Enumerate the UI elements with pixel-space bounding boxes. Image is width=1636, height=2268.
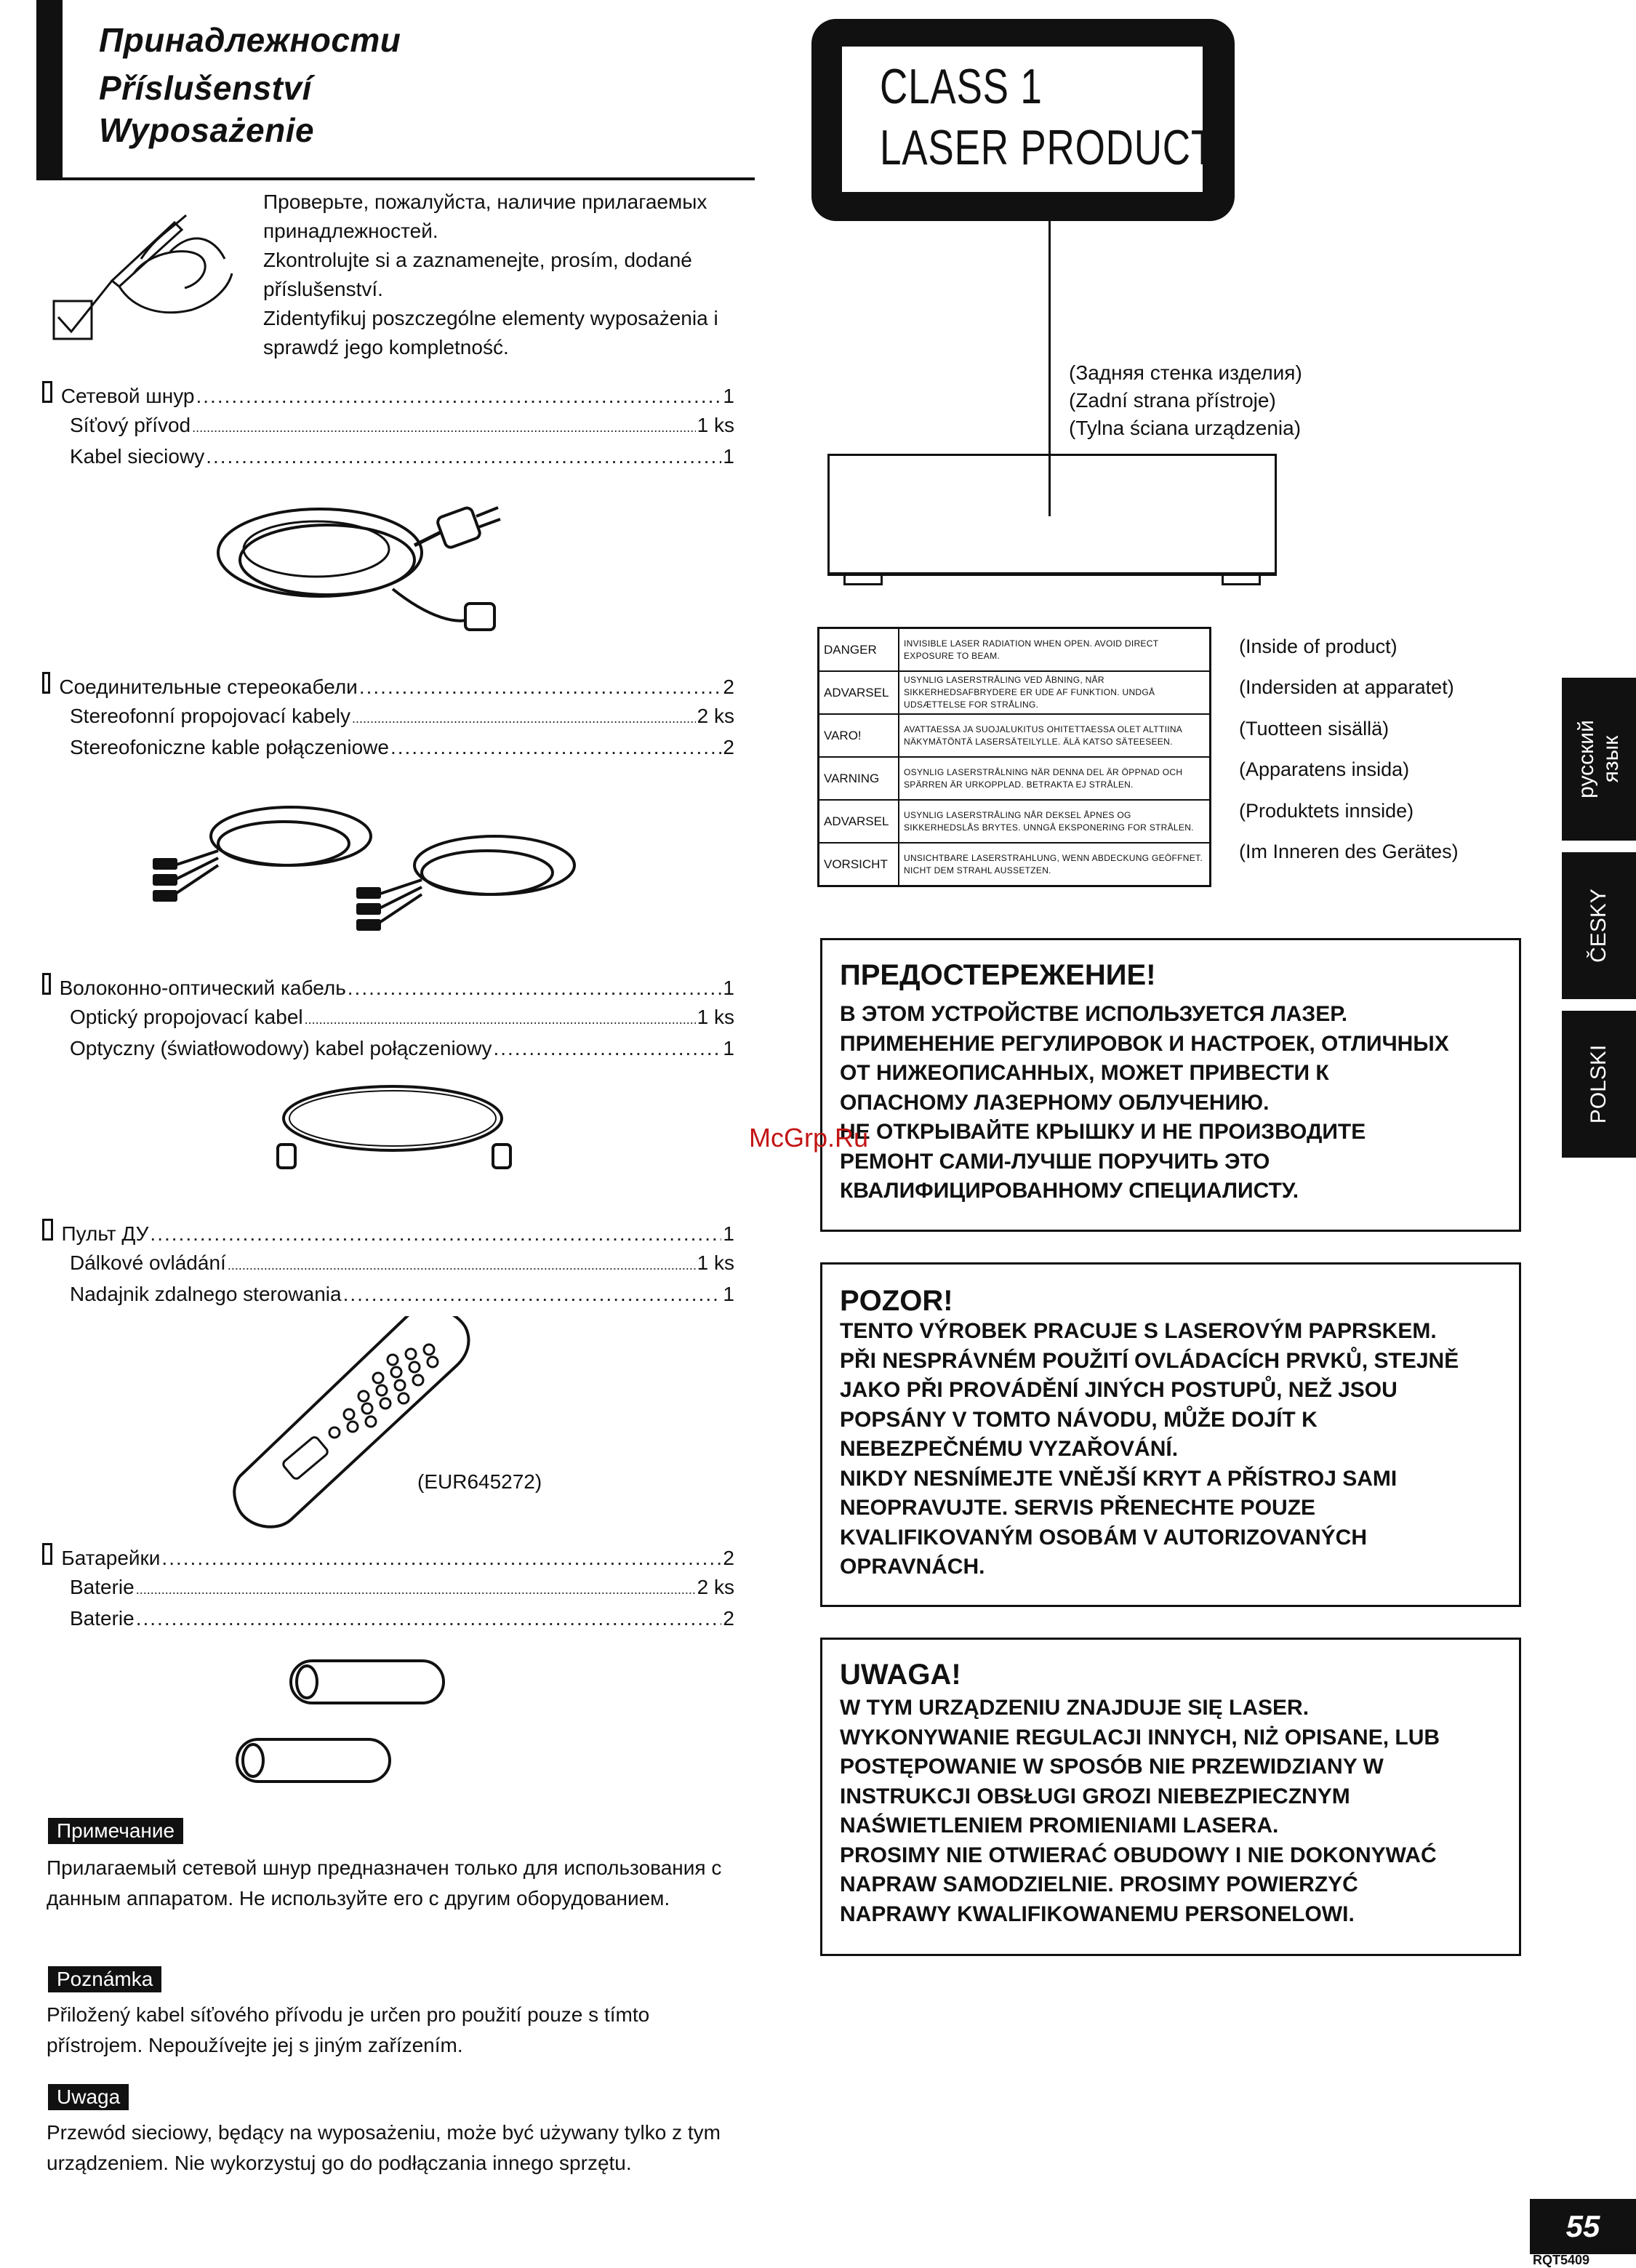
warning-text: USYNLIG LASERSTRÅLING VED ÅBNING, NÅR SIKKERHEDSAFBRYDERE ER UDE AF FUNKTION. UNDGÅ UDSÆTTELSE FOR STRÅLING.	[899, 671, 1211, 714]
device-foot-right	[1222, 573, 1261, 585]
caution-line: PŘI NESPRÁVNÉM POUŽITÍ OVLÁDACÍCH PRVKŮ, STEJNĚ	[840, 1348, 1459, 1373]
caution-line: NAPRAW SAMODZIELNIE. PROSIMY POWIERZYĆ	[840, 1872, 1358, 1896]
table-row	[819, 800, 1211, 843]
note-text-pl: Przewód sieciowy, będący na wyposażeniu, może być używany tylko z tym urządzeniem. Nie wykorzystuj go do podłączania innego sprzętu.	[47, 2121, 721, 2174]
item-label-pl: Baterie	[70, 1607, 135, 1630]
warning-key: ADVARSEL	[819, 800, 899, 843]
item-label-pl: Nadajnik zdalnego sterowania	[70, 1283, 342, 1305]
tab-russian-line1: русский	[1574, 720, 1598, 798]
device-rear-outline	[827, 454, 1277, 576]
caution-line: NIKDY NESNÍMEJTE VNĚJŠÍ KRYT A PŘÍSTROJ SAMI	[840, 1466, 1398, 1491]
caution-box-cs	[820, 1262, 1521, 1607]
item-label-pl: Optyczny (światłowodowy) kabel połączeniowy	[70, 1037, 492, 1059]
table-row	[819, 628, 1211, 672]
page-title-pl: Wyposażenie	[99, 111, 315, 149]
remote-model-label: (EUR645272)	[417, 1470, 542, 1493]
accessory-stereo-cables	[42, 672, 734, 762]
item-label-cs: Optický propojovací kabel	[70, 1006, 303, 1028]
checkbox[interactable]	[42, 381, 52, 403]
caution-body-ru	[840, 1000, 1509, 1206]
warning-location-en: (Inside of product)	[1239, 636, 1398, 657]
warning-location-sv: (Apparatens insida)	[1239, 758, 1410, 780]
item-qty-ru: 2	[723, 676, 734, 698]
item-qty-pl: 1	[723, 445, 734, 468]
caution-line: PROSIMY NIE OTWIERAĆ OBUDOWY I NIE DOKONYWAĆ	[840, 1843, 1437, 1867]
note-tag-pl: Uwaga	[48, 2084, 129, 2110]
caution-line: В ЭТОМ УСТРОЙСТВЕ ИСПОЛЬЗУЕТСЯ ЛАЗЕР.	[840, 1002, 1348, 1026]
table-row	[819, 757, 1211, 800]
warning-text: INVISIBLE LASER RADIATION WHEN OPEN. AVOID DIRECT EXPOSURE TO BEAM.	[899, 628, 1211, 672]
item-qty-cs: 2 ks	[697, 1576, 734, 1598]
caution-body-cs	[840, 1317, 1509, 1582]
caution-line: НЕ ОТКРЫВАЙТЕ КРЫШКУ И НЕ ПРОИЗВОДИТЕ	[840, 1120, 1366, 1144]
laser-warning-table	[817, 627, 1211, 887]
caution-line: ОТ НИЖЕОПИСАННЫХ, МОЖЕТ ПРИВЕСТИ К	[840, 1061, 1329, 1085]
item-label-ru: Волоконно-оптический кабель	[59, 977, 346, 999]
item-label-ru: Соединительные стереокабели	[59, 676, 358, 698]
warning-location-fi: (Tuotteen sisällä)	[1239, 718, 1390, 740]
item-qty-cs: 2 ks	[697, 705, 734, 727]
caution-line: OPRAVNÁCH.	[840, 1555, 985, 1579]
item-qty-pl: 1	[723, 1037, 734, 1059]
accessory-batteries	[42, 1543, 734, 1633]
checkbox[interactable]	[42, 672, 50, 694]
item-qty-cs: 1 ks	[697, 1251, 734, 1274]
device-foot-left	[843, 573, 883, 585]
note-text-ru: Прилагаемый сетевой шнур предназначен только для использования с данным аппаратом. Не используйте его с другим оборудованием.	[47, 1856, 722, 1910]
header-bar	[36, 0, 63, 179]
stereo-cables-illustration	[145, 785, 640, 945]
tab-polish[interactable]	[1562, 1011, 1636, 1158]
warning-location-da: (Indersiden at apparatet)	[1239, 676, 1454, 698]
warning-text: USYNLIG LASERSTRÅLING NÅR DEKSEL ÅPNES OG SIKKERHEDSLÅS BRYTES. UNNGÅ EKSPONERING FOR STRÅLEN.	[899, 800, 1211, 843]
tab-russian-line2: язык	[1599, 735, 1623, 783]
header-rule	[36, 177, 755, 180]
caution-title-ru: ПРЕДОСТЕРЕЖЕНИЕ!	[840, 959, 1156, 991]
warning-text: AVATTAESSA JA SUOJALUKITUS OHITETTAESSA OLET ALTTIINA NÄKYMÄTÖNTÄ LASERSÄTEILYLLE. ÄLÄ KATSO SÄTEESEEN.	[899, 714, 1211, 757]
item-qty-cs: 1 ks	[697, 414, 734, 436]
item-qty-ru: 1	[723, 977, 734, 999]
caution-line: JAKO PŘI PROVÁDĚNÍ JINÝCH POSTUPŮ, NEŽ JSOU	[840, 1378, 1398, 1402]
caution-body-pl	[840, 1694, 1509, 1929]
page-title-ru: Принадлежности	[99, 21, 401, 59]
remote-control-illustration	[225, 1316, 516, 1534]
tab-polish-label: POLSKI	[1587, 1044, 1611, 1124]
caution-line: W TYM URZĄDZENIU ZNAJDUJE SIĘ LASER.	[840, 1696, 1310, 1720]
table-row	[819, 671, 1211, 714]
back-panel-pl: (Tylna ściana urządzenia)	[1069, 417, 1302, 439]
back-panel-cs: (Zadní strana přístroje)	[1069, 389, 1276, 412]
item-label-cs: Stereofonní propojovací kabely	[70, 705, 351, 727]
document-code: RQT5409	[1533, 2253, 1590, 2267]
checklist-hand-illustration	[47, 201, 236, 353]
caution-line: WYKONYWANIE REGULACJI INNYCH, NIŻ OPISANE, LUB	[840, 1725, 1440, 1750]
checkbox[interactable]	[42, 1219, 53, 1241]
item-label-pl: Kabel sieciowy	[70, 445, 205, 468]
accessory-optical-cable	[42, 973, 734, 1063]
item-qty-ru: 1	[723, 385, 734, 407]
item-qty-pl: 1	[723, 1283, 734, 1305]
accessory-remote-control	[42, 1219, 734, 1309]
item-label-cs: Síťový přívod	[70, 414, 191, 436]
table-row	[819, 714, 1211, 757]
caution-line: NAPRAWY KWALIFIKOWANEMU PERSONELOWI.	[840, 1902, 1355, 1926]
note-tag-cs: Poznámka	[48, 1966, 161, 1992]
caution-line: РЕМОНТ САМИ-ЛУЧШЕ ПОРУЧИТЬ ЭТО	[840, 1149, 1270, 1174]
back-panel-caption	[1069, 359, 1302, 442]
warning-text: UNSICHTBARE LASERSTRAHLUNG, WENN ABDECKUNG GEÖFFNET. NICHT DEM STRAHL AUSSETZEN.	[899, 843, 1211, 886]
watermark: McGrp.Ru	[749, 1123, 869, 1153]
caution-line: NEOPRAVUJTE. SERVIS PŘENECHTE POUZE	[840, 1496, 1316, 1520]
item-label-ru: Пульт ДУ	[61, 1222, 149, 1245]
warning-location-no: (Produktets innside)	[1239, 800, 1414, 822]
checkbox[interactable]	[42, 973, 51, 995]
batteries-illustration	[230, 1651, 462, 1796]
caution-line: TENTO VÝROBEK PRACUJE S LASEROVÝM PAPRSKEM.	[840, 1319, 1437, 1343]
checkbox[interactable]	[42, 1543, 52, 1565]
item-label-ru: Сетевой шнур	[60, 385, 195, 407]
note-tag-ru: Примечание	[48, 1818, 183, 1844]
intro-pl: Zidentyfikuj poszczególne elementy wyposażenia i sprawdź jego kompletność.	[263, 307, 718, 358]
caution-box-pl	[820, 1638, 1521, 1956]
caution-line: POSTĘPOWANIE W SPOSÓB NIE PRZEWIDZIANY W	[840, 1755, 1384, 1779]
tab-czech-label: ČESKY	[1587, 889, 1611, 963]
item-qty-ru: 1	[723, 1222, 734, 1245]
note-text-cs: Přiložený kabel síťového přívodu je určen pro použití pouze s tímto přístrojem. Nepoužívejte jej s jiným zařízením.	[47, 2003, 650, 2056]
table-row	[819, 843, 1211, 886]
accessory-mains-cord	[42, 381, 734, 471]
caution-title-cs: POZOR!	[840, 1285, 953, 1317]
intro-cs: Zkontrolujte si a zaznamenejte, prosím, dodané příslušenství.	[263, 249, 692, 300]
warning-key: DANGER	[819, 628, 899, 672]
tab-czech[interactable]	[1562, 852, 1636, 999]
warning-location-de: (Im Inneren des Gerätes)	[1239, 841, 1459, 862]
page-number: 55	[1530, 2199, 1636, 2254]
warning-key: VARO!	[819, 714, 899, 757]
caution-box-ru	[820, 938, 1521, 1232]
caution-line: INSTRUKCJI OBSŁUGI GROZI NIEBEZPIECZNYM	[840, 1784, 1350, 1808]
intro-ru: Проверьте, пожалуйста, наличие прилагаемых принадлежностей.	[263, 191, 707, 242]
optical-cable-illustration	[262, 1073, 524, 1182]
laser-label-line1: CLASS 1	[880, 59, 1043, 114]
laser-label-line2: LASER PRODUCT	[880, 120, 1216, 175]
caution-line: NEBEZPEČNÉMU VYZAŘOVÁNÍ.	[840, 1437, 1179, 1461]
tab-russian[interactable]	[1562, 678, 1636, 841]
warning-text: OSYNLIG LASERSTRÅLNING NÄR DENNA DEL ÄR ÖPPNAD OCH SPÄRREN ÄR URKOPPLAD. BETRAKTA EJ STRÅLEN.	[899, 757, 1211, 800]
caution-line: POPSÁNY V TOMTO NÁVODU, MŮŽE DOJÍT K	[840, 1407, 1318, 1432]
caution-line: NAŚWIETLENIEM PROMIENIAMI LASERA.	[840, 1814, 1279, 1838]
warning-key: ADVARSEL	[819, 671, 899, 714]
item-qty-pl: 2	[723, 1607, 734, 1630]
page-title-cs: Příslušenství	[99, 69, 312, 107]
item-qty-cs: 1 ks	[697, 1006, 734, 1028]
caution-line: KVALIFIKOVANÝM OSOBÁM V AUTORIZOVANÝCH	[840, 1525, 1368, 1550]
item-label-cs: Dálkové ovládání	[70, 1251, 226, 1274]
mains-cord-illustration	[211, 473, 502, 654]
warning-key: VORSICHT	[819, 843, 899, 886]
item-label-ru: Батарейки	[61, 1547, 161, 1569]
intro-text	[263, 188, 729, 362]
caution-line: КВАЛИФИЦИРОВАННОМУ СПЕЦИАЛИСТУ.	[840, 1179, 1299, 1203]
back-panel-ru: (Задняя стенка изделия)	[1069, 361, 1302, 384]
item-label-pl: Stereofoniczne kable połączeniowe	[70, 736, 389, 758]
item-label-cs: Baterie	[70, 1576, 135, 1598]
caution-line: ОПАСНОМУ ЛАЗЕРНОМУ ОБЛУЧЕНИЮ.	[840, 1090, 1270, 1115]
item-qty-pl: 2	[723, 736, 734, 758]
caution-title-pl: UWAGA!	[840, 1659, 961, 1691]
warning-key: VARNING	[819, 757, 899, 800]
item-qty-ru: 2	[723, 1547, 734, 1569]
caution-line: ПРИМЕНЕНИЕ РЕГУЛИРОВОК И НАСТРОЕК, ОТЛИЧНЫХ	[840, 1031, 1449, 1056]
